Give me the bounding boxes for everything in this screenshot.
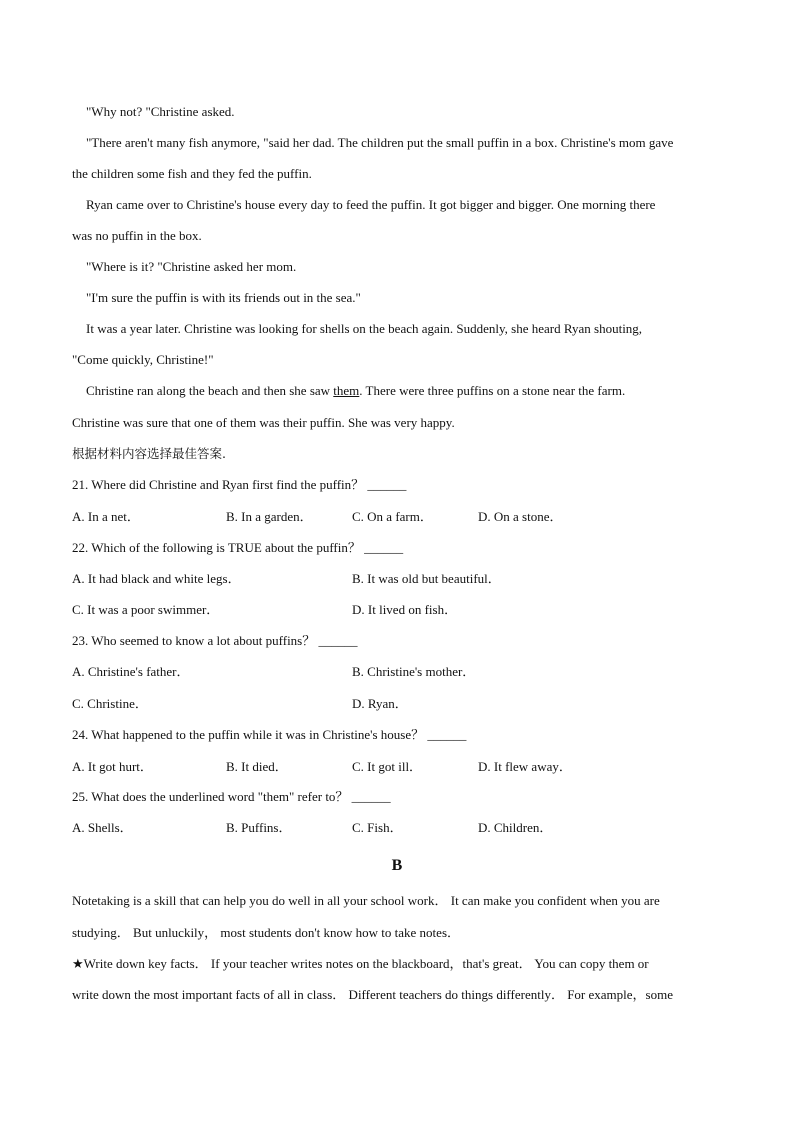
passage-text: . There were three puffins on a stone near the farm. [359, 383, 626, 398]
question-options [72, 508, 724, 526]
passage-line: studying． But unluckily， most students don't know how to take notes． [72, 925, 461, 940]
underlined-word: them [333, 383, 360, 398]
question-options [72, 601, 724, 619]
option-a: A. Shells． [72, 820, 133, 835]
question-options [72, 758, 724, 776]
instruction-text: 根据材料内容选择最佳答案. [72, 446, 226, 461]
option-c: C. It got ill． [352, 759, 423, 774]
option-d: D. Ryan． [352, 696, 408, 711]
passage-line: "Come quickly, Christine!" [72, 352, 214, 367]
option-d: D. Children． [478, 820, 553, 835]
option-a: A. In a net． [72, 509, 140, 524]
question-stem: 24. What happened to the puffin while it was in Christine's house？ ______ [72, 727, 467, 742]
option-a: A. It got hurt． [72, 759, 153, 774]
passage-line: write down the most important facts of all in class． Different teachers do things differently． For example，some [72, 987, 673, 1002]
question-stem: 22. Which of the following is TRUE about the puffin？ ______ [72, 540, 404, 555]
passage-line: "Where is it? "Christine asked her mom. [86, 259, 297, 274]
option-b: B. In a garden． [226, 509, 313, 524]
passage-line: Christine was sure that one of them was their puffin. She was very happy. [72, 415, 455, 430]
option-d: D. On a stone． [478, 509, 563, 524]
passage-line [86, 382, 724, 400]
option-b: B. It was old but beautiful． [352, 571, 501, 586]
question-stem: 25. What does the underlined word "them" refer to？ ______ [72, 789, 391, 804]
option-d: D. It flew away． [478, 759, 572, 774]
passage-line: was no puffin in the box. [72, 228, 202, 243]
passage-text: Christine ran along the beach and then she saw [86, 383, 334, 398]
option-b: B. It died． [226, 759, 288, 774]
option-a: A. Christine's father． [72, 664, 190, 679]
option-c: C. It was a poor swimmer． [72, 602, 220, 617]
question-stem: 21. Where did Christine and Ryan first find the puffin？ ______ [72, 477, 407, 492]
option-b: B. Puffins． [226, 820, 292, 835]
option-a: A. It had black and white legs． [72, 571, 241, 586]
question-options [72, 819, 724, 837]
option-c: C. Christine． [72, 696, 148, 711]
passage-line: Notetaking is a skill that can help you do well in all your school work． It can make you confident when you are [72, 893, 660, 908]
passage-line: "Why not? "Christine asked. [86, 104, 235, 119]
passage-line: the children some fish and they fed the puffin. [72, 166, 312, 181]
passage-line: It was a year later. Christine was looking for shells on the beach again. Suddenly, she heard Ryan shouting, [86, 321, 643, 336]
question-options [72, 695, 724, 713]
passage-line: Ryan came over to Christine's house every day to feed the puffin. It got bigger and bigger. One morning there [86, 197, 656, 212]
question-options [72, 663, 724, 681]
option-c: C. Fish． [352, 820, 403, 835]
option-c: C. On a farm． [352, 509, 433, 524]
question-stem: 23. Who seemed to know a lot about puffins？ ______ [72, 633, 358, 648]
option-b: B. Christine's mother． [352, 664, 476, 679]
section-heading: B [391, 857, 403, 874]
passage-line: "I'm sure the puffin is with its friends out in the sea." [86, 290, 361, 305]
question-options [72, 570, 724, 588]
option-d: D. It lived on fish． [352, 602, 458, 617]
passage-line: "There aren't many fish anymore, "said her dad. The children put the small puffin in a box. Christine's mom gave [86, 135, 674, 150]
passage-line: ★Write down key facts． If your teacher writes notes on the blackboard，that's great． You can copy them or [72, 956, 649, 971]
